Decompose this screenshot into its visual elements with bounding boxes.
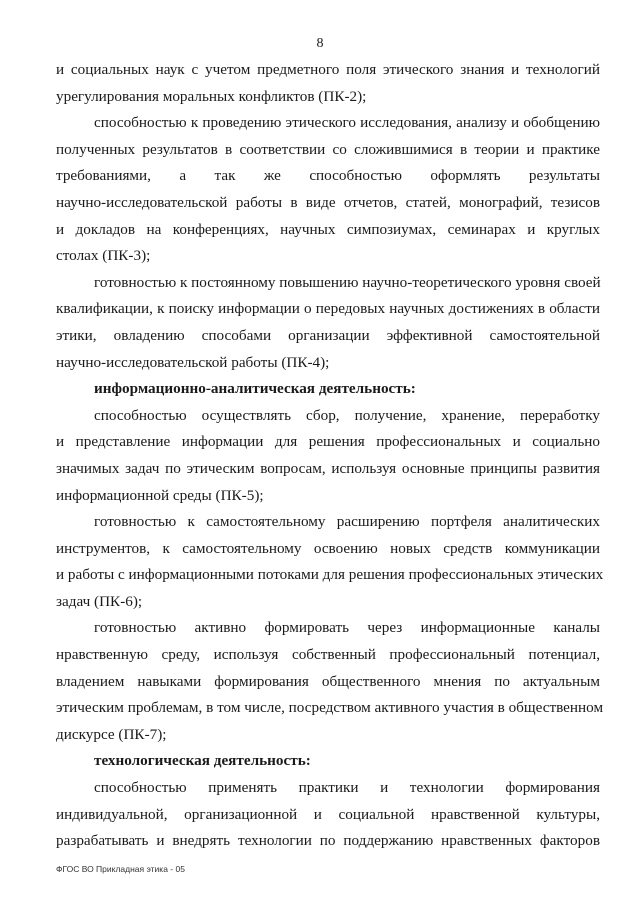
text-line: этики, овладению способами организации эффективной самостоятельной [56, 326, 600, 344]
text-line: этическим проблемам, в том числе, посредством активного участия в общественном [56, 699, 604, 717]
text-line: научно-исследовательской работы (ПК-4); [56, 353, 330, 371]
text-line: и социальных наук с учетом предметного поля этического знания и технологий [56, 61, 600, 78]
document-body [56, 57, 604, 855]
text-line: разрабатывать и внедрять технологии по поддержанию нравственных факторов [56, 832, 600, 850]
paragraph [56, 57, 600, 110]
text-line: готовностью к самостоятельному расширению портфеля аналитических [94, 513, 600, 531]
text-line: дискурсе (ПК-7); [56, 725, 167, 743]
paragraph [56, 615, 604, 748]
text-line: урегулирования моральных конфликтов (ПК-2); [56, 87, 367, 105]
text-line: научно-исследовательской работы в виде отчетов, статей, монографий, тезисов [56, 193, 600, 211]
text-line: полученных результатов в соответствии со сложившимися в теории и практике [56, 140, 600, 158]
paragraph [56, 775, 600, 855]
text-line: столах (ПК-3); [56, 247, 151, 265]
paragraph [56, 403, 600, 509]
text-line: и докладов на конференциях, научных симпозиумах, семинарах и круглых [56, 220, 600, 238]
text-line: готовностью активно формировать через информационные каналы [94, 619, 600, 637]
text-line: способностью к проведению этического исследования, анализу и обобщению [94, 114, 600, 132]
section-heading: технологическая деятельность: [94, 752, 311, 770]
footer-note: ФГОС ВО Прикладная этика - 05 [56, 864, 185, 874]
text-line: готовностью к постоянному повышению научно-теоретического уровня своей [94, 273, 601, 291]
paragraph [56, 509, 604, 615]
text-line: индивидуальной, организационной и социальной нравственной культуры, [56, 805, 600, 823]
text-line: владением навыками формирования общественного мнения по актуальным [56, 672, 600, 690]
text-line: задач (ПК-6); [56, 592, 143, 610]
text-line: инструментов, к самостоятельному освоению новых средств коммуникации [56, 539, 600, 557]
text-line: и представление информации для решения профессиональных и социально [56, 433, 600, 451]
text-line: способностью применять практики и технологии формирования [94, 779, 600, 797]
text-line: значимых задач по этическим вопросам, используя основные принципы развития [56, 459, 600, 477]
text-line: и работы с информационными потоками для решения профессиональных этических [56, 566, 604, 584]
text-line: способностью осуществлять сбор, получение, хранение, переработку [94, 406, 600, 424]
text-line: информационной среды (ПК-5); [56, 486, 264, 504]
text-line: требованиями, а так же способностью оформлять результаты [56, 167, 600, 185]
text-line: нравственную среду, используя собственный профессиональный потенциал, [56, 646, 600, 664]
section-heading: информационно-аналитическая деятельность: [94, 380, 416, 398]
page-number: 8 [316, 36, 324, 51]
text-line: квалификации, к поиску информации о передовых научных достижениях в области [56, 300, 600, 318]
paragraph [56, 110, 600, 270]
paragraph [56, 270, 600, 376]
